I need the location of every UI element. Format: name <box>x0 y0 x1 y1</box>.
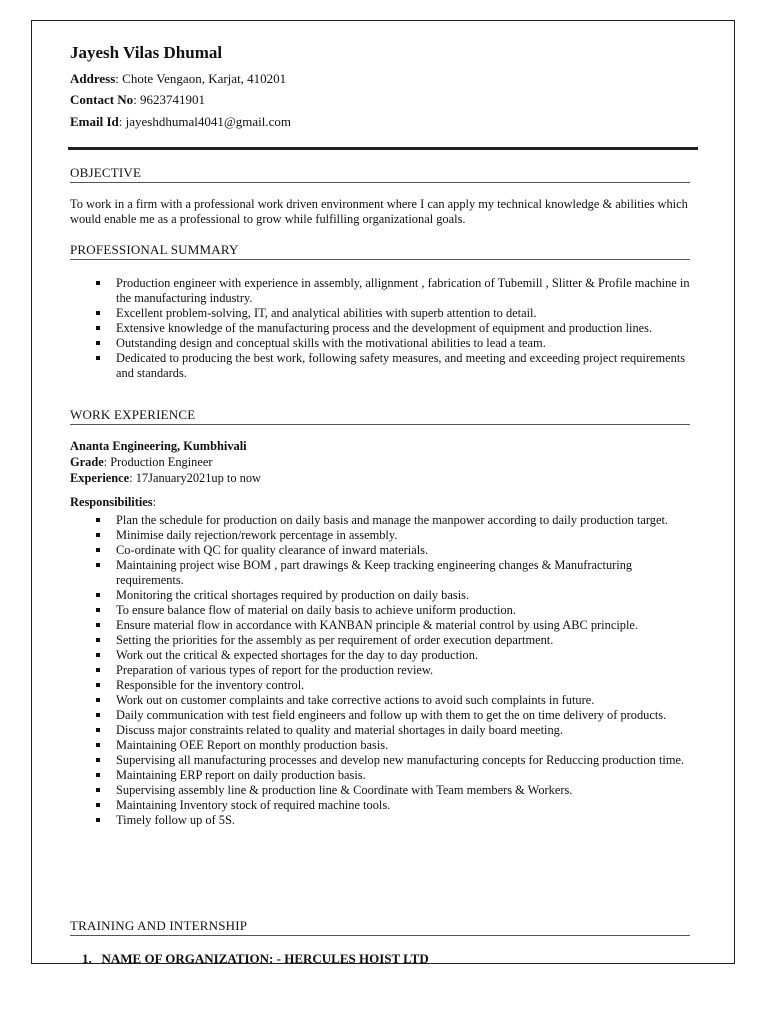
list-item: Maintaining Inventory stock of required machine tools. <box>116 798 702 813</box>
list-item: Outstanding design and conceptual skills with the motivational abilities to lead a team. <box>116 336 702 351</box>
list-item: Timely follow up of 5S. <box>116 813 702 828</box>
contact-label: Contact No <box>70 92 134 107</box>
address-value: : Chote Vengaon, Karjat, 410201 <box>115 71 287 86</box>
list-item: Maintaining ERP report on daily production basis. <box>116 768 702 783</box>
list-item: Discuss major constraints related to quality and material shortages in daily board meeting. <box>116 723 702 738</box>
list-item: Work out on customer complaints and take corrective actions to avoid such complaints in future. <box>116 693 702 708</box>
email-label: Email Id <box>70 114 119 129</box>
list-item: Monitoring the critical shortages required by production on daily basis. <box>116 588 702 603</box>
responsibilities-label: Responsibilities <box>70 495 153 509</box>
training-item-text: NAME OF ORGANIZATION: - HERCULES HOIST LTD <box>101 951 429 966</box>
list-item: Setting the priorities for the assembly as per requirement of order execution department. <box>116 633 702 648</box>
responsibilities-heading <box>70 494 156 510</box>
header-divider <box>68 147 698 150</box>
list-item: Ensure material flow in accordance with KANBAN principle & material control by using ABC principle. <box>116 618 702 633</box>
list-item: Responsible for the inventory control. <box>116 678 702 693</box>
experience-label: Experience <box>70 471 130 485</box>
list-item: Maintaining project wise BOM , part drawings & Keep tracking engineering changes & Manufracturing requirements. <box>116 558 702 588</box>
list-item: Maintaining OEE Report on monthly production basis. <box>116 738 702 753</box>
list-item: Supervising all manufacturing processes and develop new manufacturing concepts for Reduccing production time. <box>116 753 702 768</box>
list-item: To ensure balance flow of material on daily basis to achieve uniform production. <box>116 603 702 618</box>
experience-value: : 17January2021up to now <box>129 471 261 485</box>
responsibilities-list <box>116 513 702 828</box>
list-item: Daily communication with test field engineers and follow up with them to get the on time delivery of products. <box>116 708 702 723</box>
work-heading: WORK EXPERIENCE <box>70 407 690 425</box>
grade-label: Grade <box>70 455 104 469</box>
list-item: Plan the schedule for production on daily basis and manage the manpower according to daily production target. <box>116 513 702 528</box>
list-item: Work out the critical & expected shortages for the day to day production. <box>116 648 702 663</box>
email-line <box>70 114 291 130</box>
objective-heading: OBJECTIVE <box>70 165 690 183</box>
contact-value: : 9623741901 <box>133 92 206 107</box>
address-line <box>70 71 286 87</box>
email-value: : jayeshdhumal4041@gmail.com <box>118 114 292 129</box>
contact-line <box>70 92 205 108</box>
list-item: Excellent problem-solving, IT, and analytical abilities with superb attention to detail. <box>116 306 702 321</box>
grade-value: : Production Engineer <box>103 455 213 469</box>
company-name: Ananta Engineering, Kumbhivali <box>70 439 247 453</box>
resume-page <box>31 20 735 964</box>
summary-list <box>116 276 702 381</box>
responsibilities-colon: : <box>152 495 157 509</box>
training-item <box>82 951 429 967</box>
objective-text: To work in a firm with a professional work driven environment where I can apply my technical knowledge & abilities which would enable me as a professional to grow while fulfilling organizational goals. <box>70 197 688 226</box>
list-item: Minimise daily rejection/rework percentage in assembly. <box>116 528 702 543</box>
candidate-name: Jayesh Vilas Dhumal <box>70 43 223 62</box>
list-item: Preparation of various types of report for the production review. <box>116 663 702 678</box>
experience-line <box>70 470 261 486</box>
training-heading: TRAINING AND INTERNSHIP <box>70 918 690 936</box>
list-item: Dedicated to producing the best work, following safety measures, and meeting and exceeding project requirements and standards. <box>116 351 702 381</box>
list-item: Production engineer with experience in assembly, allignment , fabrication of Tubemill , Slitter & Profile machine in the manufacturing industry. <box>116 276 702 306</box>
list-item: Supervising assembly line & production line & Coordinate with Team members & Workers. <box>116 783 702 798</box>
list-item: Extensive knowledge of the manufacturing process and the development of equipment and production lines. <box>116 321 702 336</box>
training-item-number: 1. <box>82 951 92 966</box>
grade-line <box>70 454 212 470</box>
list-item: Co-ordinate with QC for quality clearance of inward materials. <box>116 543 702 558</box>
summary-heading: PROFESSIONAL SUMMARY <box>70 242 690 260</box>
address-label: Address <box>70 71 116 86</box>
